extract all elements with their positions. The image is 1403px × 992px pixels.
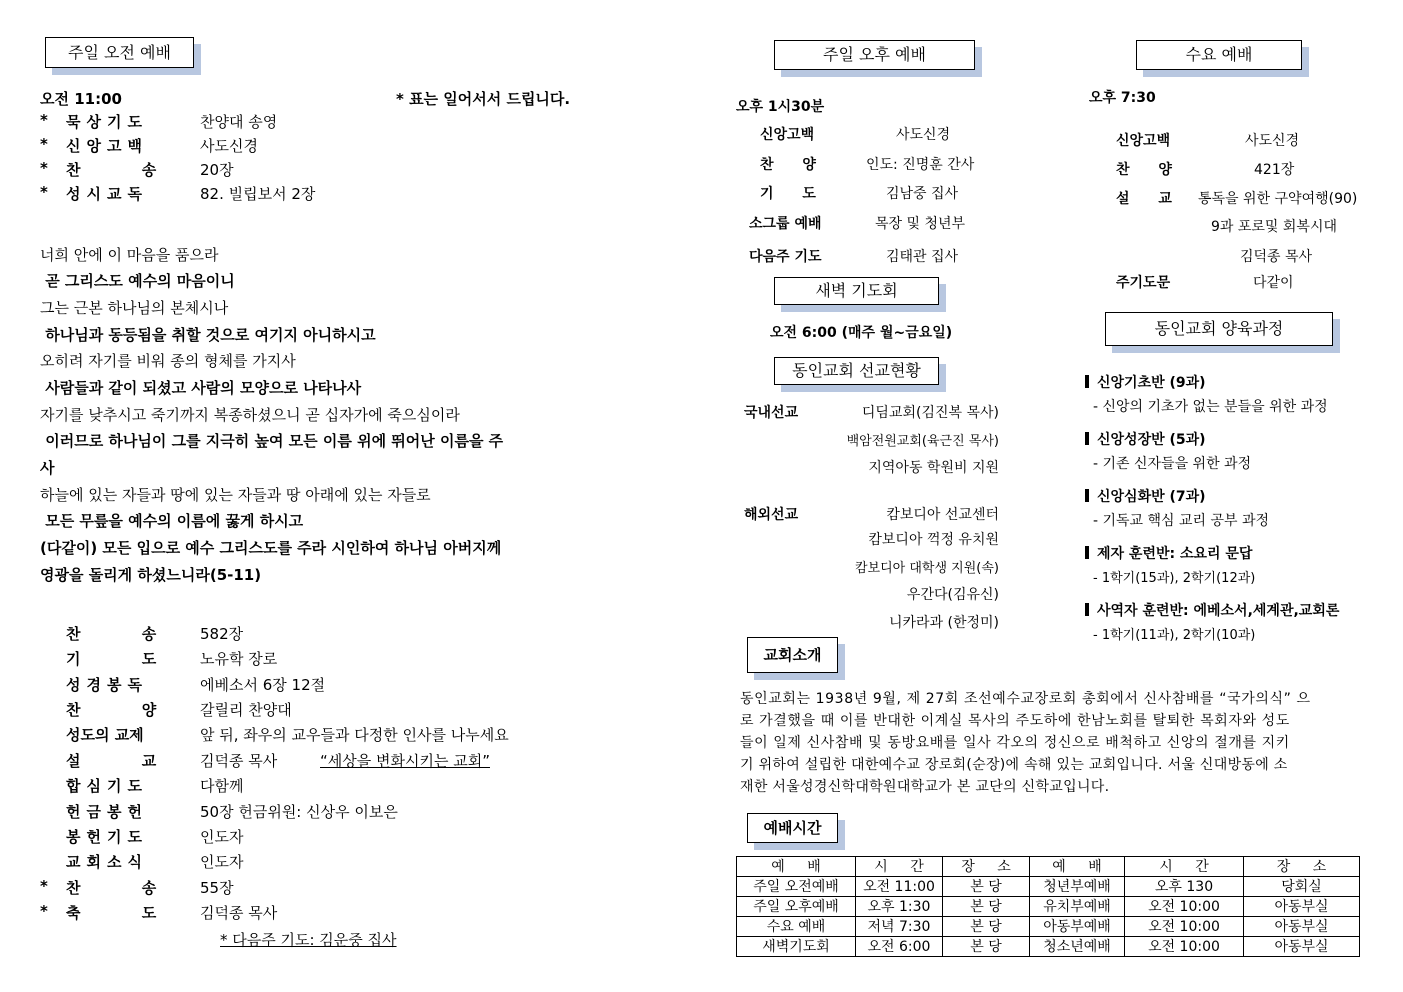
order-value: 김남중 집사: [886, 186, 959, 202]
scripture-line: 하늘에 있는 자들과 땅에 있는 자들과 땅 아래에 있는 자들로: [40, 486, 431, 504]
star-mark: *: [40, 111, 48, 129]
bullet-bar-icon: [1085, 432, 1089, 445]
table-row: [737, 937, 1360, 957]
training-heading-text: 신앙성장반 (5과): [1097, 432, 1206, 448]
table-cell: 수요 예배: [737, 917, 856, 937]
bullet-bar-icon: [1085, 489, 1089, 502]
intro-line: 들이 일제 신사참배 및 동방요배를 일사 각오의 정신으로 배척하고 신앙의 절개를 지키: [740, 735, 1290, 751]
order-value: 사도신경: [896, 127, 951, 143]
table-row: [737, 897, 1360, 917]
order-label: 주기도문: [1116, 275, 1171, 291]
scripture-line: 사: [40, 459, 55, 477]
schedule-table: [736, 856, 1360, 957]
order-value: 9과 포로및 회복시대: [1211, 219, 1337, 235]
mission-item: 지역아동 학원비 지원: [868, 460, 999, 476]
order-value: 인도자: [200, 853, 244, 871]
wednesday-time: 오후 7:30: [1089, 90, 1156, 106]
mission-item: 디딤교회(김진복 목사): [861, 405, 999, 421]
order-label: 신앙고백: [1116, 133, 1171, 149]
table-cell: 아동부실: [1244, 917, 1360, 937]
training-desc: - 신앙의 기초가 없는 분들을 위한 과정: [1093, 399, 1328, 415]
star-mark: *: [40, 902, 48, 920]
next-week-prayer: * 다음주 기도: 김운중 집사: [220, 931, 397, 949]
training-heading: [1085, 372, 1206, 392]
order-label: 찬 송: [66, 879, 157, 897]
order-label: 성도의 교제: [66, 726, 144, 744]
order-value: 김덕종 목사: [200, 752, 278, 770]
order-value: 582장: [200, 625, 244, 643]
order-value: 20장: [200, 161, 234, 179]
training-desc: - 기존 신자들을 위한 과정: [1093, 456, 1252, 472]
training-heading: [1085, 600, 1339, 620]
order-label: 성경봉독: [66, 676, 148, 694]
training-heading-text: 신앙심화반 (7과): [1097, 489, 1206, 505]
order-label: 찬 양: [1116, 162, 1172, 178]
mission-item: 백암전원교회(육근진 목사): [846, 434, 999, 449]
order-label: 신앙고백: [760, 127, 815, 143]
order-value: 사도신경: [1245, 133, 1300, 149]
table-row: [737, 917, 1360, 937]
training-desc: - 1학기(11과), 2학기(10과): [1093, 628, 1256, 643]
order-label: 찬 양: [66, 701, 157, 719]
order-value: 다함께: [200, 777, 244, 795]
order-label: 다음주 기도: [749, 249, 822, 265]
bullet-bar-icon: [1085, 603, 1089, 616]
table-cell: 오후 130: [1125, 877, 1244, 897]
table-cell: 오전 10:00: [1125, 937, 1244, 957]
table-header: 시 간: [856, 857, 943, 877]
table-header-row: [737, 857, 1360, 877]
training-heading-text: 사역자 훈련반: 에베소서,세계관,교회론: [1097, 603, 1340, 619]
order-label: 찬 송: [66, 625, 157, 643]
order-value: 앞 뒤, 좌우의 교우들과 다정한 인사를 나누세요: [200, 726, 509, 744]
order-label: 찬 송: [66, 161, 157, 179]
bullet-bar-icon: [1085, 546, 1089, 559]
scripture-line: 자기를 낮추시고 죽기까지 복종하셨으니 곧 십자가에 죽으심이라: [40, 406, 460, 424]
intro-line: 재한 서울성경신학대학원대학교가 본 교단의 신학교입니다.: [740, 779, 1110, 795]
table-row: [737, 877, 1360, 897]
afternoon-time: 오후 1시30분: [736, 99, 825, 115]
order-value: 82. 빌립보서 2장: [200, 185, 316, 203]
order-value: 갈릴리 찬양대: [200, 701, 292, 719]
order-value: 사도신경: [200, 137, 258, 155]
scripture-line: 오히려 자기를 비워 종의 형체를 가지사: [40, 352, 296, 370]
order-label: 신앙고백: [66, 137, 148, 155]
table-header: 예 배: [737, 857, 856, 877]
scripture-line: 너희 안에 이 마음을 품으라: [40, 246, 219, 264]
order-label: 묵상기도: [66, 113, 148, 131]
star-mark: *: [40, 159, 48, 177]
bullet-bar-icon: [1085, 375, 1089, 388]
table-header: 예 배: [1030, 857, 1125, 877]
table-cell: 본 당: [943, 877, 1030, 897]
order-value: 50장 헌금위원: 신상우 이보은: [200, 803, 398, 821]
table-cell: 오전 10:00: [1125, 917, 1244, 937]
scripture-line: 이러므로 하나님이 그를 지극히 높여 모든 이름 위에 뛰어난 이름을 주: [40, 432, 504, 450]
order-value: 다같이: [1253, 275, 1294, 291]
table-cell: 청년부예배: [1030, 877, 1125, 897]
order-label: 봉헌기도: [66, 828, 148, 846]
scripture-line: 영광을 돌리게 하셨느니라(5-11): [40, 566, 262, 584]
training-heading-text: 제자 훈련반: 소요리 문답: [1097, 546, 1253, 562]
training-title: 동인교회 양육과정: [1105, 312, 1333, 346]
table-cell: 오전 11:00: [856, 877, 943, 897]
order-value: 목장 및 청년부: [875, 216, 966, 232]
scripture-line: (다같이) 모든 입으로 예수 그리스도를 주라 시인하여 하나님 아버지께: [40, 539, 502, 557]
training-heading: [1085, 486, 1206, 506]
table-cell: 본 당: [943, 897, 1030, 917]
table-cell: 아동부실: [1244, 937, 1360, 957]
table-header: 장 소: [1244, 857, 1360, 877]
star-mark: *: [40, 135, 48, 153]
order-label: 성시교독: [66, 185, 148, 203]
order-value: 인도: 진명훈 간사: [866, 157, 975, 173]
order-label: 설 교: [1116, 191, 1172, 207]
table-cell: 오전 10:00: [1125, 897, 1244, 917]
table-cell: 아동부실: [1244, 897, 1360, 917]
table-cell: 당회실: [1244, 877, 1360, 897]
mission-item: 우간다(김유신): [906, 587, 999, 603]
table-cell: 오전 6:00: [856, 937, 943, 957]
scripture-line: 그는 근본 하나님의 본체시나: [40, 299, 229, 317]
scripture-line: 모든 무릎을 예수의 이름에 꿇게 하시고: [40, 512, 304, 530]
order-value: 통독을 위한 구약여행(90): [1198, 191, 1358, 207]
sermon-title: “세상을 변화시키는 교회”: [320, 752, 490, 770]
table-cell: 저녁 7:30: [856, 917, 943, 937]
table-cell: 오후 1:30: [856, 897, 943, 917]
schedule-title: 예배시간: [747, 813, 838, 843]
mission-item: 니카라과 (한정미): [888, 615, 999, 631]
mission-item: 캄보디아 선교센터: [886, 507, 999, 523]
table-cell: 아동부예배: [1030, 917, 1125, 937]
order-value: 김덕종 목사: [1240, 249, 1313, 265]
order-label: 교회소식: [66, 853, 148, 871]
morning-service-title: 주일 오전 예배: [45, 37, 194, 68]
order-value: 인도자: [200, 828, 244, 846]
intro-line: 로 가결했을 때 이를 반대한 이계실 목사의 주도하에 한남노회를 탈퇴한 목회자와 성도: [740, 713, 1290, 729]
order-value: 55장: [200, 879, 234, 897]
dawn-prayer-title: 새벽 기도회: [774, 277, 939, 305]
order-label: 기 도: [760, 186, 816, 202]
scripture-line: 하나님과 동등됨을 취할 것으로 여기지 아니하시고: [40, 326, 376, 344]
star-mark: *: [40, 877, 48, 895]
order-value: 노유학 장로: [200, 650, 278, 668]
mission-title: 동인교회 선교현황: [774, 357, 939, 385]
order-value: 김태관 집사: [886, 249, 959, 265]
morning-service-time: 오전 11:00: [40, 90, 122, 108]
table-header: 장 소: [943, 857, 1030, 877]
mission-item: 캄보디아 대학생 지원(속): [855, 561, 999, 576]
training-desc: - 1학기(15과), 2학기(12과): [1093, 571, 1256, 586]
order-label: 합심기도: [66, 777, 148, 795]
table-cell: 주일 오후예배: [737, 897, 856, 917]
afternoon-service-title: 주일 오후 예배: [774, 40, 975, 70]
order-value: 421장: [1254, 162, 1295, 178]
table-header: 시 간: [1125, 857, 1244, 877]
overseas-mission-label: 해외선교: [744, 507, 799, 523]
intro-line: 기 위하여 설립한 대한예수교 장로회(순장)에 속해 있는 교회입니다. 서울 신대방동에 소: [740, 757, 1288, 773]
order-label: 찬 양: [760, 157, 816, 173]
table-cell: 새벽기도회: [737, 937, 856, 957]
order-label: 헌금봉헌: [66, 803, 148, 821]
training-heading: [1085, 429, 1206, 449]
order-value: 찬양대 송영: [200, 113, 278, 131]
dawn-prayer-time: 오전 6:00 (매주 월~금요일): [770, 325, 953, 341]
training-heading-text: 신앙기초반 (9과): [1097, 375, 1206, 391]
order-value: 에베소서 6장 12절: [200, 676, 326, 694]
star-mark: *: [40, 183, 48, 201]
wednesday-service-title: 수요 예배: [1136, 40, 1302, 70]
intro-line: 동인교회는 1938년 9월, 제 27회 조선예수교장로회 총회에서 신사참배를 “국가의식” 으: [740, 691, 1311, 707]
order-label: 설 교: [66, 752, 157, 770]
order-value: 김덕종 목사: [200, 904, 278, 922]
church-intro-title: 교회소개: [747, 637, 838, 673]
domestic-mission-label: 국내선교: [744, 405, 799, 421]
order-label: 소그룹 예배: [749, 216, 822, 232]
table-cell: 청소년예배: [1030, 937, 1125, 957]
training-heading: [1085, 543, 1252, 563]
scripture-line: 곧 그리스도 예수의 마음이니: [40, 272, 235, 290]
table-cell: 본 당: [943, 937, 1030, 957]
standing-note: * 표는 일어서서 드립니다.: [396, 90, 571, 108]
table-cell: 주일 오전예배: [737, 877, 856, 897]
scripture-line: 사람들과 같이 되셨고 사람의 모양으로 나타나사: [40, 379, 362, 397]
table-cell: 유치부예배: [1030, 897, 1125, 917]
mission-item: 캄보디아 꺽정 유치원: [868, 532, 999, 548]
training-desc: - 기독교 핵심 교리 공부 과정: [1093, 513, 1270, 529]
order-label: 축 도: [66, 904, 157, 922]
table-cell: 본 당: [943, 917, 1030, 937]
order-label: 기 도: [66, 650, 157, 668]
